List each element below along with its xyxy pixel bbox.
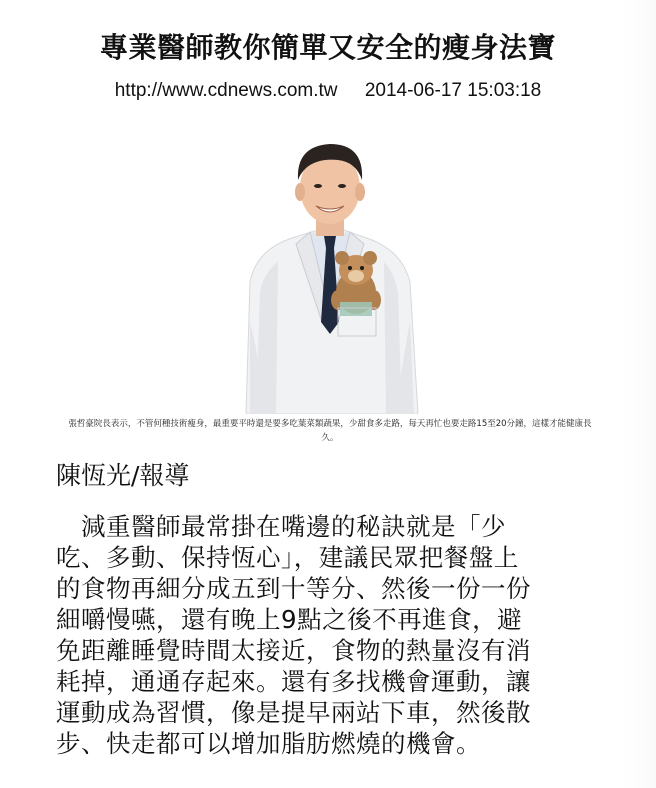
photo-caption [60,417,600,445]
teddy-bear-icon [331,251,381,316]
body-line: 吃、多動、保持恆心」，建議民眾把餐盤上 [56,543,519,572]
article-body [56,511,604,759]
page-edge-shadow [622,0,656,788]
byline: 陳恆光/報導 [56,461,190,490]
article-title: 專業醫師教你簡單又安全的瘦身法寶 [99,31,556,64]
body-line: 免距離睡覺時間太接近，食物的熱量沒有消 [56,636,531,665]
doctor-portrait-image [226,122,436,414]
body-line: 細嚼慢嚥，還有晚上9點之後不再進食，避 [56,605,523,634]
body-line: 耗掉，通通存起來。還有多找機會運動，讓 [56,667,531,696]
article-photo [226,122,436,414]
body-line: 運動成為習慣，像是提早兩站下車，然後散 [56,698,531,727]
publish-datetime: 2014-06-17 15:03:18 [364,80,542,101]
photo-caption-line: 張哲豪院長表示，不管何種技術瘦身，最重要平時還是要多吃葉菜類蔬果，少甜食多走路，每天再忙也要走路15至20分鐘，這樣才能健康長 [68,419,592,429]
body-line: 減重醫師最常掛在嘴邊的秘訣就是「少 [56,512,506,541]
article-meta [0,80,656,102]
body-line: 的食物再細分成五到十等分、然後一份一份 [56,574,531,603]
source-url: http://www.cdnews.com.tw [114,80,338,101]
body-line: 步、快走都可以增加脂肪燃燒的機會。 [56,729,481,758]
photo-caption-line: 久。 [321,433,339,443]
